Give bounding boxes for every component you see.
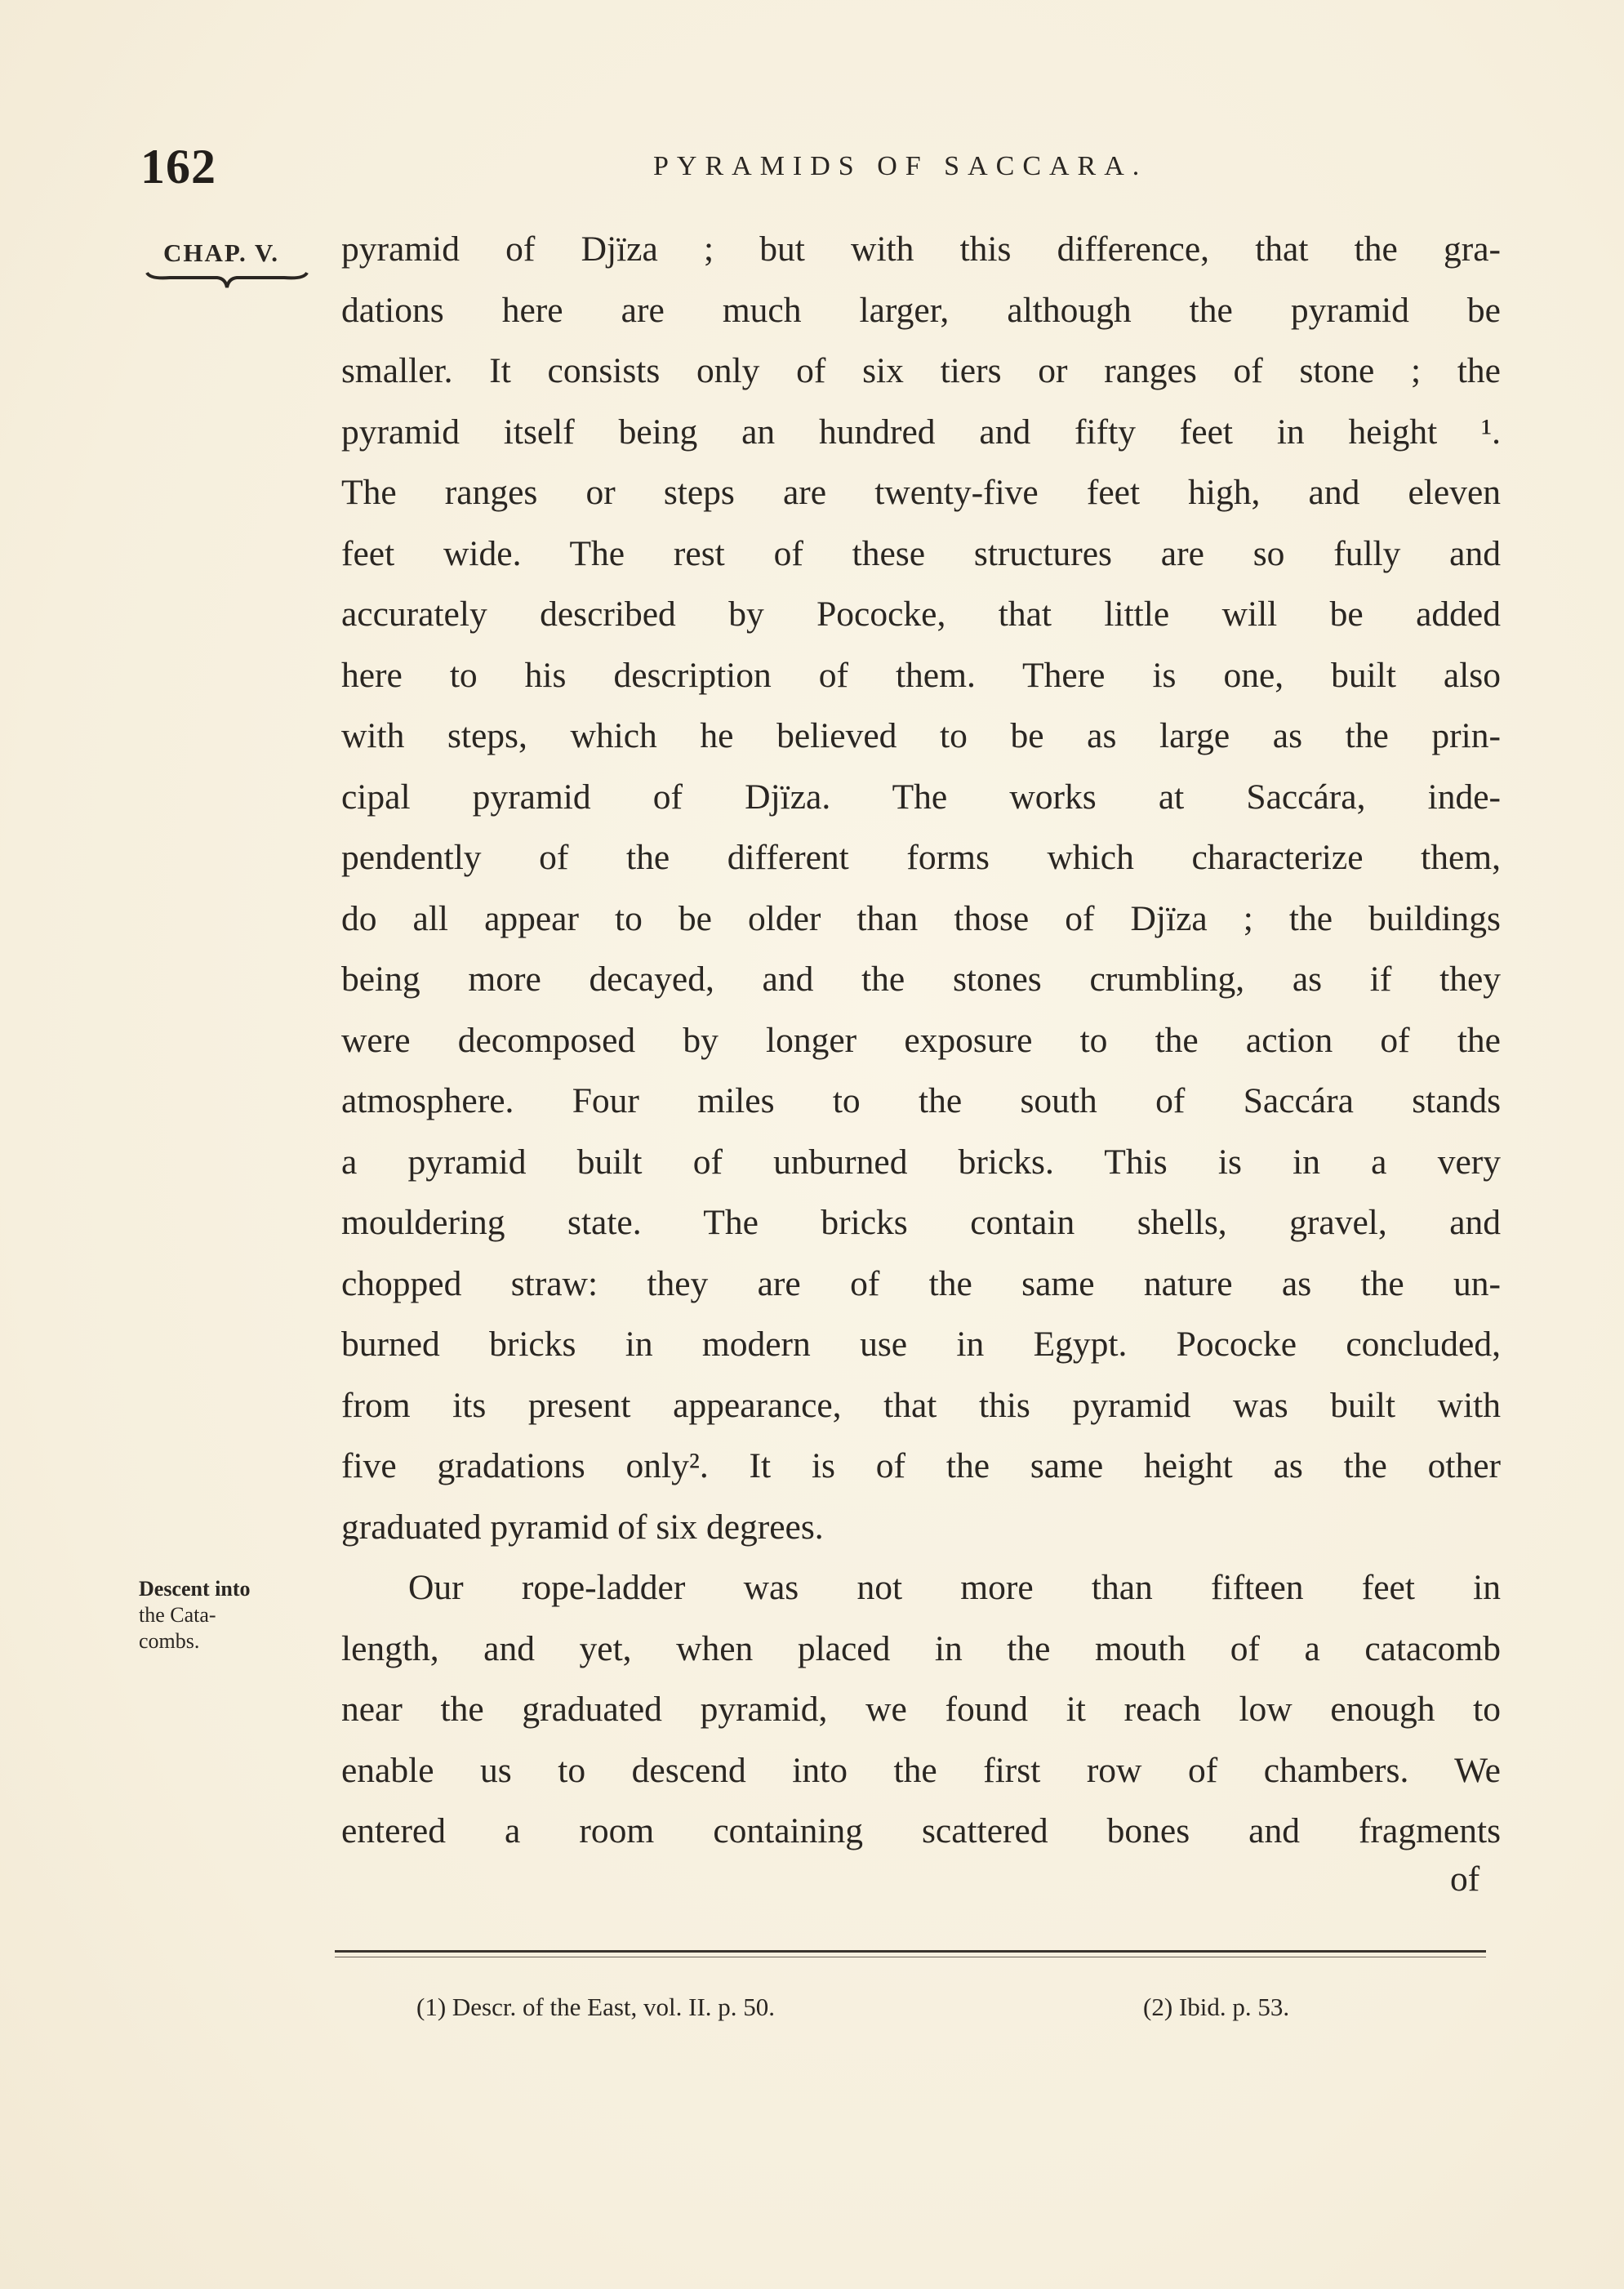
text-line: atmosphere. Four miles to the south of Saccára stands: [341, 1081, 1501, 1120]
text-line: Our rope-ladder was not more than fifteen feet in: [408, 1568, 1501, 1607]
text-line: chopped straw: they are of the same nature as the un-: [341, 1263, 1501, 1303]
footnote-2: (2) Ibid. p. 53.: [1143, 1993, 1290, 2021]
text-line: were decomposed by longer exposure to the action of the: [341, 1020, 1501, 1060]
body-text: [341, 219, 1501, 1862]
text-line: entered a room containing scattered bones and fragments: [341, 1811, 1501, 1850]
margin-note: [139, 1576, 250, 1654]
running-title: PYRAMIDS OF SACCARA.: [653, 151, 1148, 181]
text-line: pyramid itself being an hundred and fifty feet in height ¹.: [341, 412, 1501, 452]
margin-note-line: combs.: [139, 1629, 200, 1653]
text-line: smaller. It consists only of six tiers or ranges of stone ; the: [341, 351, 1501, 390]
text-line: burned bricks in modern use in Egypt. Pococke concluded,: [341, 1325, 1501, 1364]
text-line: length, and yet, when placed in the mouth of a catacomb: [341, 1628, 1501, 1668]
margin-note-line: the Cata-: [139, 1603, 216, 1627]
text-line: with steps, which he believed to be as large as the prin-: [341, 716, 1501, 755]
chapter-brace-ornament: [145, 269, 309, 302]
text-line: cipal pyramid of Djïza. The works at Saccára, inde-: [341, 777, 1501, 817]
text-line: pyramid of Djïza ; but with this difference, that the gra-: [341, 229, 1501, 269]
text-line: five gradations only². It is of the same height as the other: [341, 1446, 1501, 1485]
text-line: accurately described by Pococke, that little will be added: [341, 595, 1501, 634]
text-line: enable us to descend into the first row of chambers. We: [341, 1750, 1501, 1790]
text-line: dations here are much larger, although the pyramid be: [341, 290, 1501, 330]
text-line: pendently of the different forms which characterize them,: [341, 838, 1501, 877]
text-line: from its present appearance, that this pyramid was built with: [341, 1385, 1501, 1425]
footnote-divider: [335, 1950, 1486, 1953]
text-line: being more decayed, and the stones crumbling, as if they: [341, 960, 1501, 999]
text-line: near the graduated pyramid, we found it reach low enough to: [341, 1690, 1501, 1729]
text-line: The ranges or steps are twenty-five feet high, and eleven: [341, 473, 1501, 512]
text-line: a pyramid built of unburned bricks. This is in a very: [341, 1142, 1501, 1182]
footnote-1: (1) Descr. of the East, vol. II. p. 50.: [416, 1993, 776, 2021]
chapter-label: CHAP. V.: [163, 238, 280, 267]
text-line: do all appear to be older than those of Djïza ; the buildings: [341, 898, 1501, 938]
text-line: here to his description of them. There is one, built also: [341, 655, 1501, 695]
text-line: feet wide. The rest of these structures are so fully and: [341, 533, 1501, 573]
text-line: graduated pyramid of six degrees.: [341, 1507, 824, 1547]
catchword: of: [1450, 1859, 1480, 1899]
page-number: 162: [140, 140, 216, 194]
text-line: mouldering state. The bricks contain shells, gravel, and: [341, 1203, 1501, 1242]
margin-note-line: Descent into: [139, 1577, 251, 1601]
